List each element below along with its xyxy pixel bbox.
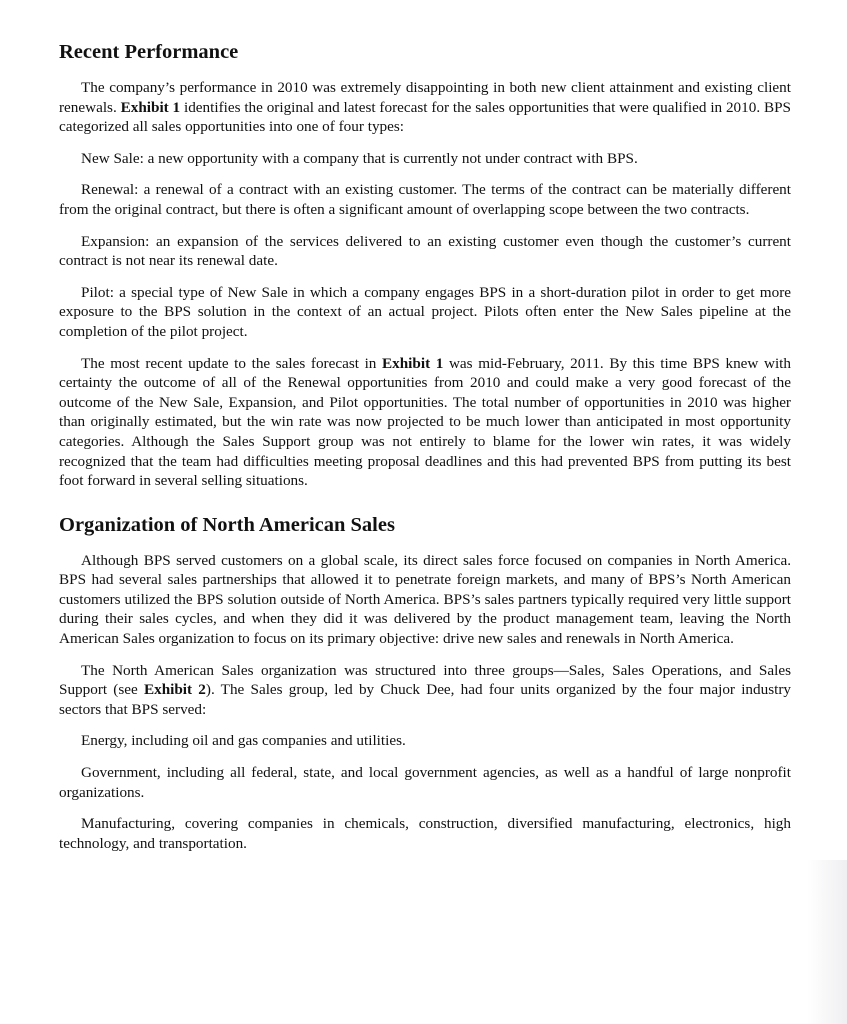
text-span: The company’s performance in 2010 was extremely disappointing in both new client attainment and existing client renewals. — [59, 79, 791, 116]
exhibit-reference: Exhibit 1 — [120, 98, 181, 116]
text-span: was mid-February, 2011. By this time BPS knew with certainty the outcome of all of the Renewal opportunities from 2010 and could make a very good forecast of the outcome of the New Sale, Expansion, and Pilot opportunities. The total number of opportunities in 2010 was higher than originally estimated, but the win rate was now projected to be much lower than anticipated in most opportunity categories. Although the Sales Support group was not entirely to blame for the lower win rates, it was widely recognized that the team had difficulties meeting proposal deadlines and this had prevented BPS from putting its best foot forward in several selling situations. — [59, 354, 791, 490]
paragraph-structure — [59, 661, 791, 720]
text-span: The most recent update to the sales forecast in — [81, 354, 383, 372]
paragraph-energy: Energy, including oil and gas companies and utilities. — [81, 732, 406, 750]
paragraph-global-scale: Although BPS served customers on a global scale, its direct sales force focused on companies in North America. BPS had several sales partnerships that allowed it to penetrate foreign markets, and many of BPS’s North American customers utilized the BPS solution outside of North America. BPS’s sales partners typically required very little support during their sales cycles, and when they did it was delivered by the product management team, leaving the North American Sales organization to focus on its primary objective: drive new sales and renewals in North America. — [59, 551, 791, 648]
exhibit-reference: Exhibit 1 — [382, 354, 444, 372]
paragraph-pilot: Pilot: a special type of New Sale in which a company engages BPS in a short-duration pilot in order to get more exposure to the BPS solution in the context of an actual project. Pilots often enter the New Sales pipeline at the completion of the pilot project. — [59, 283, 791, 340]
document-page — [59, 40, 791, 865]
section-heading-recent-performance: Recent Performance — [59, 41, 239, 63]
text-span: The North American Sales organization was structured into three groups—Sales, Sales Operations, and Sales Support (see — [59, 661, 791, 699]
paragraph-forecast-update — [59, 354, 791, 491]
exhibit-reference: Exhibit 2 — [143, 681, 206, 699]
page-edge-shadow — [807, 860, 847, 1024]
section-heading-organization: Organization of North American Sales — [59, 513, 395, 536]
paragraph-renewal: Renewal: a renewal of a contract with an existing customer. The terms of the contract can be materially different from the original contract, but there is often a significant amount of overlapping scope between the two contracts. — [59, 181, 791, 218]
text-span: identifies the original and latest forecast for the sales opportunities that were qualified in 2010. BPS categorized all sales opportunities into one of four types: — [59, 98, 791, 136]
paragraph-expansion: Expansion: an expansion of the services delivered to an existing customer even though the customer’s current contract is not near its renewal date. — [59, 232, 791, 270]
text-span: ). The Sales group, led by Chuck Dee, had four units organized by the four major industry sectors that BPS served: — [59, 681, 791, 718]
paragraph-new-sale: New Sale: a new opportunity with a company that is currently not under contract with BPS. — [81, 149, 638, 167]
paragraph-government: Government, including all federal, state, and local government agencies, as well as a handful of large nonprofit organizations. — [59, 764, 791, 801]
paragraph-performance-intro — [59, 78, 791, 137]
paragraph-manufacturing: Manufacturing, covering companies in chemicals, construction, diversified manufacturing, electronics, high technology, and transportation. — [59, 815, 791, 852]
